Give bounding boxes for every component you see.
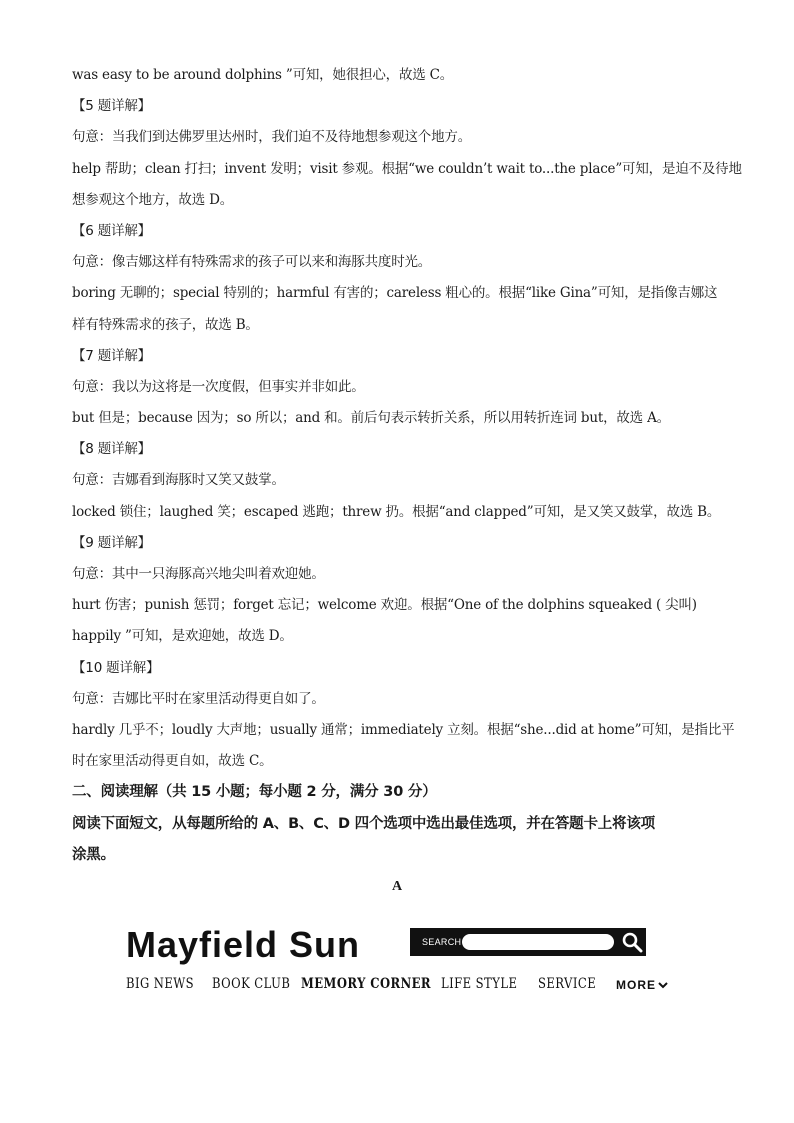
section-heading: 【9 题详解】	[72, 534, 151, 551]
text-line: boring 无聊的；special 特别的；harmful 有害的；careless 粗心的。根据“like Gina”可知，是指像吉娜这	[72, 285, 718, 302]
site-logo: Mayfield Sun	[126, 924, 361, 965]
nav-item-memory-corner[interactable]: MEMORY CORNER	[301, 976, 431, 992]
instruction-text: 阅读下面短文，从每题所给的 A、B、C、D 四个选项中选出最佳选项，并在答题卡上将该项	[72, 815, 655, 832]
section-heading: 【6 题详解】	[72, 222, 151, 239]
search-bar	[410, 928, 646, 956]
search-icon[interactable]	[620, 930, 644, 954]
section-heading: 【8 题详解】	[72, 441, 151, 458]
text-line: locked 锁住；laughed 笑；escaped 逃跑；threw 扔。根据“and clapped”可知，是又笑又鼓掌，故选 B。	[72, 503, 721, 520]
nav-item-life-style[interactable]: LIFE STYLE	[441, 976, 518, 992]
text-line: 句意：吉娜比平时在家里活动得更自如了。	[72, 690, 325, 707]
section-heading: 【10 题详解】	[72, 659, 160, 676]
text-line: happily ”可知，是欢迎她，故选 D。	[72, 628, 293, 645]
instruction-text: 涂黑。	[72, 846, 115, 863]
nav-more-button[interactable]	[616, 978, 668, 992]
nav-item-big-news[interactable]: BIG NEWS	[126, 976, 195, 992]
document-body	[72, 60, 742, 902]
text-line: 句意：吉娜看到海豚时又笑又鼓掌。	[72, 472, 285, 489]
nav-item-service[interactable]: SERVICE	[538, 976, 597, 992]
search-input[interactable]	[462, 934, 614, 950]
section-heading: 【7 题详解】	[72, 347, 151, 364]
text-line: hardly 几乎不；loudly 大声地；usually 通常；immediately 立刻。根据“she...did at home”可知，是指比平	[72, 721, 735, 738]
chevron-down-icon	[658, 981, 668, 989]
text-line: but 但是；because 因为；so 所以；and 和。前后句表示转折关系，所以用转折连词 but，故选 A。	[72, 410, 670, 427]
passage-label: A	[392, 878, 402, 894]
text-line: hurt 伤害；punish 惩罚；forget 忘记；welcome 欢迎。根据“One of the dolphins squeaked ( 尖叫)	[72, 597, 697, 614]
nav-menu	[126, 976, 666, 998]
text-line: help 帮助；clean 打扫；invent 发明；visit 参观。根据“we couldn’t wait to...the place”可知，是迫不及待地	[72, 160, 742, 177]
text-line: 句意：当我们到达佛罗里达州时，我们迫不及待地想参观这个地方。	[72, 129, 471, 146]
text-line: 时在家里活动得更自如，故选 C。	[72, 753, 273, 770]
search-label: SEARCH	[422, 937, 462, 947]
instruction-text: 二、阅读理解（共 15 小题；每小题 2 分，满分 30 分）	[72, 784, 437, 801]
text-line: 句意：我以为这将是一次度假，但事实并非如此。	[72, 378, 365, 395]
nav-item-book-club[interactable]: BOOK CLUB	[212, 976, 291, 992]
text-line: was easy to be around dolphins ”可知，她很担心，故选 C。	[72, 67, 454, 83]
newspaper-masthead	[126, 920, 666, 1010]
text-line: 句意：像吉娜这样有特殊需求的孩子可以来和海豚共度时光。	[72, 254, 432, 271]
text-line: 想参观这个地方，故选 D。	[72, 191, 234, 208]
text-line: 句意：其中一只海豚高兴地尖叫着欢迎她。	[72, 566, 325, 582]
nav-more-label: MORE	[616, 978, 656, 992]
text-line: 样有特殊需求的孩子，故选 B。	[72, 316, 259, 333]
section-heading: 【5 题详解】	[72, 98, 151, 115]
